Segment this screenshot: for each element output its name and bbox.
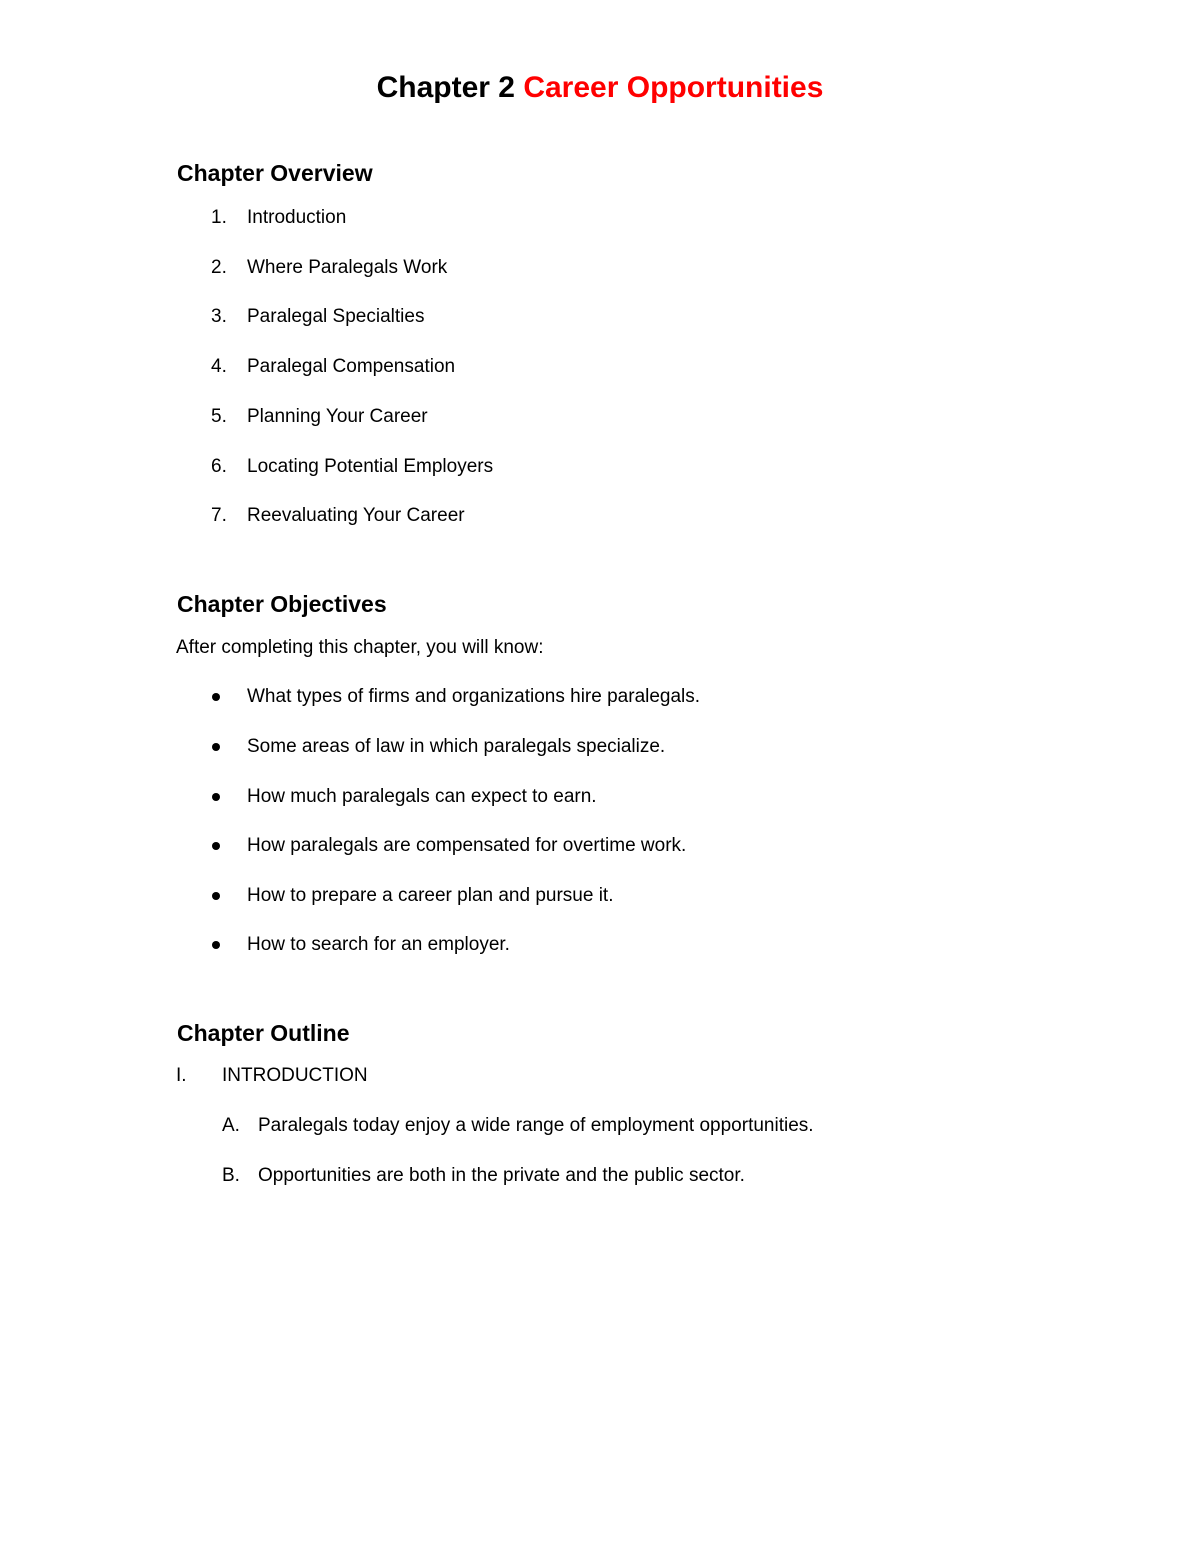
overview-item-number: 7. [211, 505, 227, 526]
overview-item-number: 5. [211, 406, 227, 427]
outline-heading: Chapter Outline [177, 1020, 350, 1046]
bullet-icon [212, 941, 220, 949]
overview-item-text: Paralegal Specialties [247, 306, 425, 327]
objective-item-text: What types of firms and organizations hire paralegals. [247, 686, 701, 707]
overview-item-number: 1. [211, 207, 227, 228]
outline-section-text: INTRODUCTION [222, 1065, 368, 1086]
page-title [0, 68, 1200, 108]
overview-item-text: Planning Your Career [247, 406, 428, 427]
overview-item-number: 2. [211, 257, 227, 278]
objectives-intro: After completing this chapter, you will know: [176, 637, 544, 658]
overview-item-text: Paralegal Compensation [247, 356, 456, 377]
title-prefix: Chapter 2 [376, 71, 515, 104]
objectives-heading: Chapter Objectives [177, 591, 387, 617]
overview-item-number: 6. [211, 456, 227, 477]
objective-item-text: How much paralegals can expect to earn. [247, 786, 597, 807]
outline-item-letter: A. [222, 1115, 240, 1136]
overview-heading: Chapter Overview [177, 160, 373, 186]
bullet-icon [212, 892, 220, 900]
outline-item-text: Opportunities are both in the private and the public sector. [258, 1165, 745, 1186]
overview-item-number: 3. [211, 306, 227, 327]
objective-item-text: How to prepare a career plan and pursue it. [247, 885, 614, 906]
bullet-icon [212, 743, 220, 751]
overview-item-text: Locating Potential Employers [247, 456, 494, 477]
title-accent: Career Opportunities [523, 71, 824, 104]
overview-item-text: Where Paralegals Work [247, 257, 448, 278]
objective-item-text: How to search for an employer. [247, 934, 510, 955]
outline-item-text: Paralegals today enjoy a wide range of employment opportunities. [258, 1115, 814, 1136]
overview-item-text: Reevaluating Your Career [247, 505, 465, 526]
bullet-icon [212, 693, 220, 701]
bullet-icon [212, 793, 220, 801]
objective-item-text: How paralegals are compensated for overtime work. [247, 835, 687, 856]
objective-item-text: Some areas of law in which paralegals specialize. [247, 736, 666, 757]
overview-item-text: Introduction [247, 207, 347, 228]
outline-section-number: I. [176, 1065, 187, 1086]
overview-item-number: 4. [211, 356, 227, 377]
outline-item-letter: B. [222, 1165, 240, 1186]
bullet-icon [212, 842, 220, 850]
